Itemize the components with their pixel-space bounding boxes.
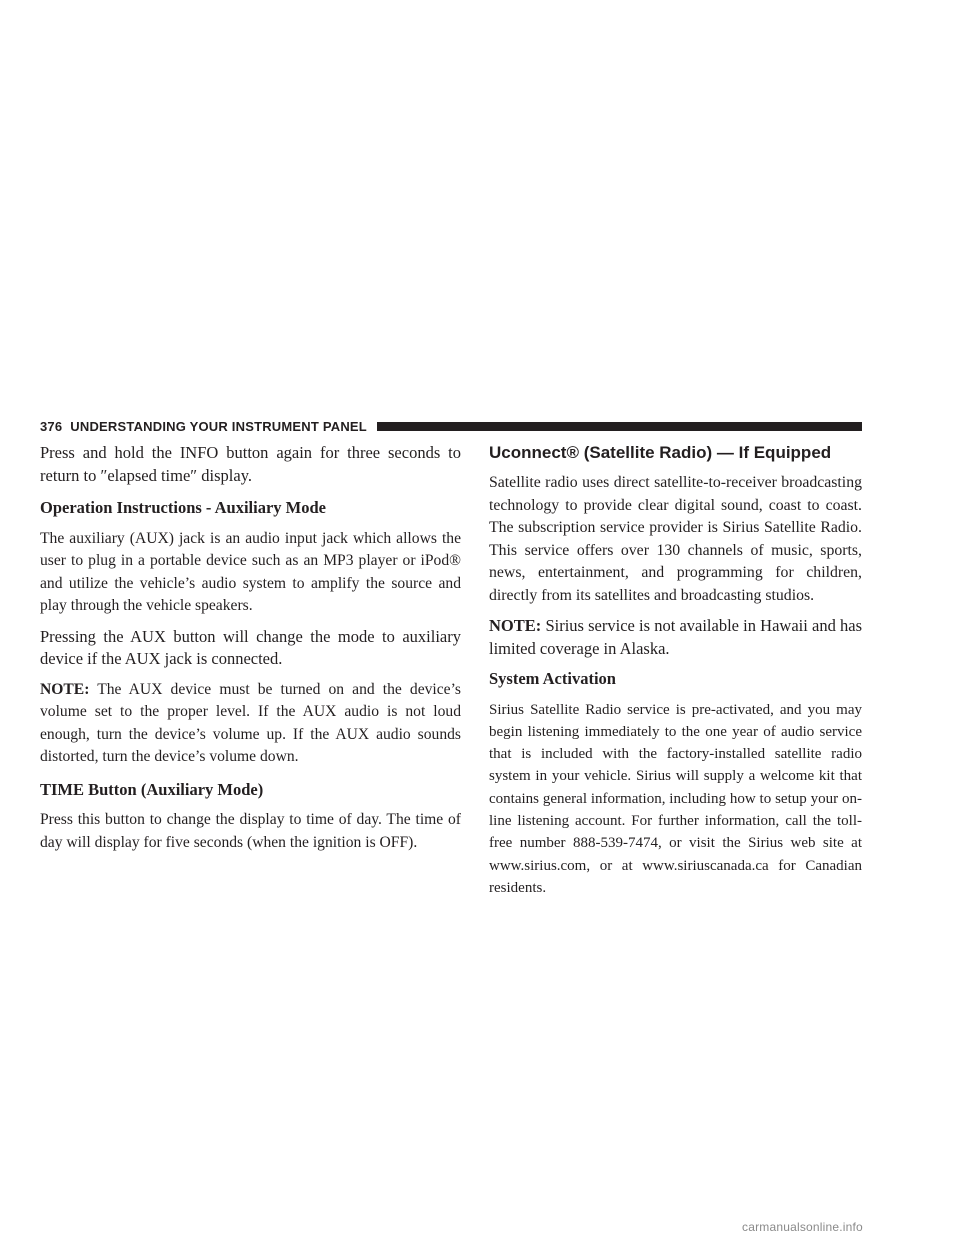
time-button-heading: TIME Button (Auxiliary Mode) (40, 779, 264, 799)
uconnect-heading: Uconnect® (Satellite Radio) — If Equipped (489, 443, 832, 462)
aux-jack-paragraph: The auxiliary (AUX) jack is an audio input jack which allows the user to plug in a portable device such as an MP3 player or iPod® and utilize the vehicle’s audio system to amplify the source and play through the vehicle speakers. (40, 529, 461, 614)
left-column (40, 442, 461, 854)
system-activation-heading: System Activation (489, 669, 616, 688)
note-label: NOTE: (489, 616, 542, 635)
aux-mode-heading: Operation Instructions - Auxiliary Mode (40, 498, 327, 517)
right-column (489, 442, 862, 899)
aux-note-paragraph (40, 679, 461, 769)
sirius-note-paragraph (489, 615, 862, 660)
note-text: The AUX device must be turned on and the device’s volume set to the proper level. If the AUX audio is not loud enough, turn the device’s volume up. If the AUX audio sounds distorted, turn the device’s volume down. (40, 680, 461, 765)
page-header (40, 417, 862, 435)
watermark-text: carmanualsonline.info (742, 1220, 863, 1234)
section-title: UNDERSTANDING YOUR INSTRUMENT PANEL (70, 418, 367, 434)
note-label: NOTE: (40, 680, 90, 698)
header-rule (377, 422, 862, 431)
aux-button-paragraph: Pressing the AUX button will change the mode to auxiliary device if the AUX jack is connected. (40, 626, 461, 668)
time-paragraph: Press this button to change the display to time of day. The time of day will display for five seconds (when the ignition is OFF). (40, 811, 461, 851)
info-paragraph: Press and hold the INFO button again for three seconds to return to ″elapsed time″ display. (40, 443, 461, 485)
page-number: 376 (40, 418, 63, 434)
note-text: Sirius service is not available in Hawaii and has limited coverage in Alaska. (489, 616, 862, 658)
satellite-paragraph: Satellite radio uses direct satellite-to-receiver broadcasting technology to provide clear digital sound, coast to coast. The subscription service provider is Sirius Satellite Radio. This service offers over 130 channels of music, sports, news, entertainment, and programming for children, directly from its satellites and broadcasting studios. (489, 474, 862, 604)
activation-paragraph: Sirius Satellite Radio service is pre-activated, and you may begin listening immediately to the one year of audio service that is included with the factory-installed satellite radio system in your vehicle. Sirius will supply a welcome kit that contains general information, including how to setup your on-line listening account. For further information, call the toll-free number 888-539-7474, or visit the Sirius web site at www.sirius.com, or at www.siriuscanada.ca for Canadian residents. (489, 701, 862, 896)
